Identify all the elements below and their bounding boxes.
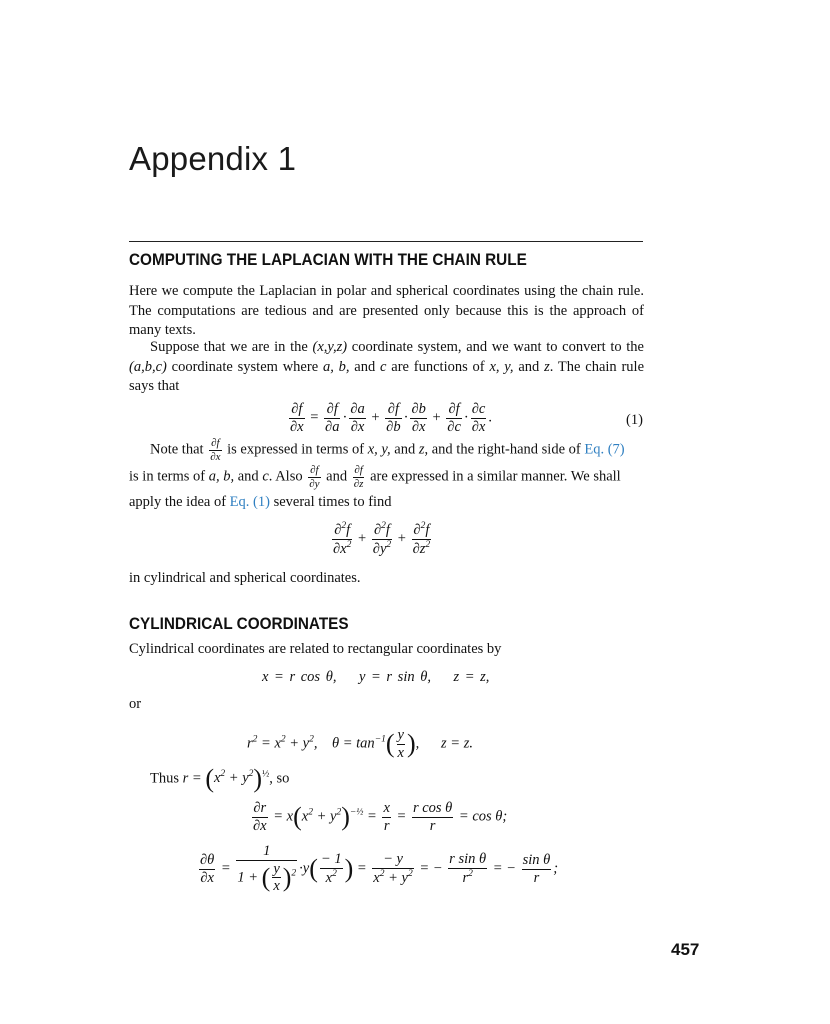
text: . The chain rule says that: [129, 358, 645, 394]
text: . Also: [268, 468, 307, 485]
equation-cylindrical: x = r cos θ, y = r sin θ, z = z,: [262, 669, 490, 685]
text: and: [234, 468, 263, 485]
math-xy: x, y,: [489, 358, 514, 375]
text: apply the idea of: [129, 494, 230, 510]
text: Suppose that we are in the: [150, 339, 313, 355]
text: are functions of: [386, 358, 490, 375]
equation-number: (1): [626, 412, 643, 428]
paragraph-cylindrical-intro: Cylindrical coordinates are related to rectangular coordinates by: [129, 641, 502, 657]
note-line-2: is in terms of a, b, and c. Also $\frac{\partial f}{\partial y}$ and $\frac{\partial f}{\partial z}$ are expressed in a similar manner. We shall: [129, 464, 621, 490]
math-ab: a, b,: [322, 358, 350, 375]
text: Thus: [150, 770, 183, 787]
math-c: c: [262, 468, 269, 485]
or-text: or: [129, 696, 142, 712]
note-line-3: [129, 494, 392, 511]
math-xy: x, y,: [367, 441, 391, 458]
math-z: z: [418, 441, 425, 458]
text: are expressed in a similar manner. We shall: [366, 468, 621, 485]
text: is in terms of: [129, 468, 209, 485]
paragraph-intro: Here we compute the Laplacian in polar and spherical coordinates using the chain rule. The computations are tedious and are presented only because this is the approach of many texts.: [129, 283, 644, 338]
math-ab: a, b,: [208, 468, 235, 485]
math-z: z: [544, 358, 550, 375]
text: and: [390, 441, 419, 458]
text: coordinate system, and we want to convert to the: [347, 339, 644, 355]
math-c: c: [380, 358, 387, 375]
text: coordinate system where: [166, 358, 323, 375]
math-xyz: (x,y,z): [312, 339, 348, 355]
text: , so: [269, 770, 290, 787]
paragraph-chain-rule: [129, 338, 644, 397]
text: and: [322, 468, 351, 485]
eq-1-link[interactable]: Eq. (1): [229, 494, 270, 510]
section-heading-laplacian: COMPUTING THE LAPLACIAN WITH THE CHAIN RULE: [129, 250, 527, 269]
equation-dtheta-dx: $\frac{\partial\theta}{\partial x}$ = 1 1 + ( $\frac{y}{x}$ )$^2$ ·y( $\frac{- 1}{x^2}$ ) = $\frac{- y}{x^2 + y^2}$ = − $\frac{\text{r sin θ}}{r^2}$ = − $\frac{\text{sin θ}}{r}$ ;: [200, 843, 559, 895]
equation-dr-dx: $\frac{\partial r}{\partial x}$ = $x(x^2 + y^2)^{-\frac{1}{2}}$ = $\frac{x}{r}$ = $\frac{\text{r cos θ}}{r}$ = cos θ;: [253, 800, 508, 834]
text: and: [349, 358, 381, 375]
page-number: 457: [671, 940, 700, 959]
note-line-1: Note that $\frac{\partial f}{\partial x}$ is expressed in terms of x, y, and z, and the right-hand side of Eq. (7): [150, 437, 625, 463]
text: , and the right-hand side of: [424, 441, 585, 458]
math-abc: (a,b,c): [129, 358, 167, 375]
section-divider: [129, 241, 643, 242]
paragraph-after-laplacian: in cylindrical and spherical coordinates.: [129, 570, 361, 586]
chapter-title: Appendix 1: [129, 140, 297, 177]
text: and: [513, 358, 545, 375]
equation-inverse: $r^2 = x^2 + y^2$, $\theta = \tan^{-1}$( $\frac{y}{x}$ ), z = z.: [247, 727, 473, 761]
text: Note that: [150, 441, 208, 458]
text: several times to find: [269, 494, 392, 510]
eq-7-link[interactable]: Eq. (7): [584, 441, 625, 458]
text: is expressed in terms of: [223, 441, 368, 458]
laplacian-expression: $\frac{\partial^2f}{\partial x^2}$ + $\frac{\partial^2f}{\partial y^2}$ + $\frac{\partial^2f}{\partial z^2}$: [333, 521, 431, 557]
equation-1: $\frac{\partial f}{\partial x}$ = $\frac{\partial f}{\partial a}$ · $\frac{\partial a}{\partial x}$ + $\frac{\partial f}{\partial b}$ · $\frac{\partial b}{\partial x}$ + $\frac{\partial f}{\partial c}$ · $\frac{\partial c}{\partial x}$ .: [290, 401, 492, 435]
thus-line: Thus $r = (x^2 + y^2)^{\frac{1}{2}}$, so: [150, 764, 290, 793]
section-heading-cylindrical: CYLINDRICAL COORDINATES: [129, 614, 349, 633]
